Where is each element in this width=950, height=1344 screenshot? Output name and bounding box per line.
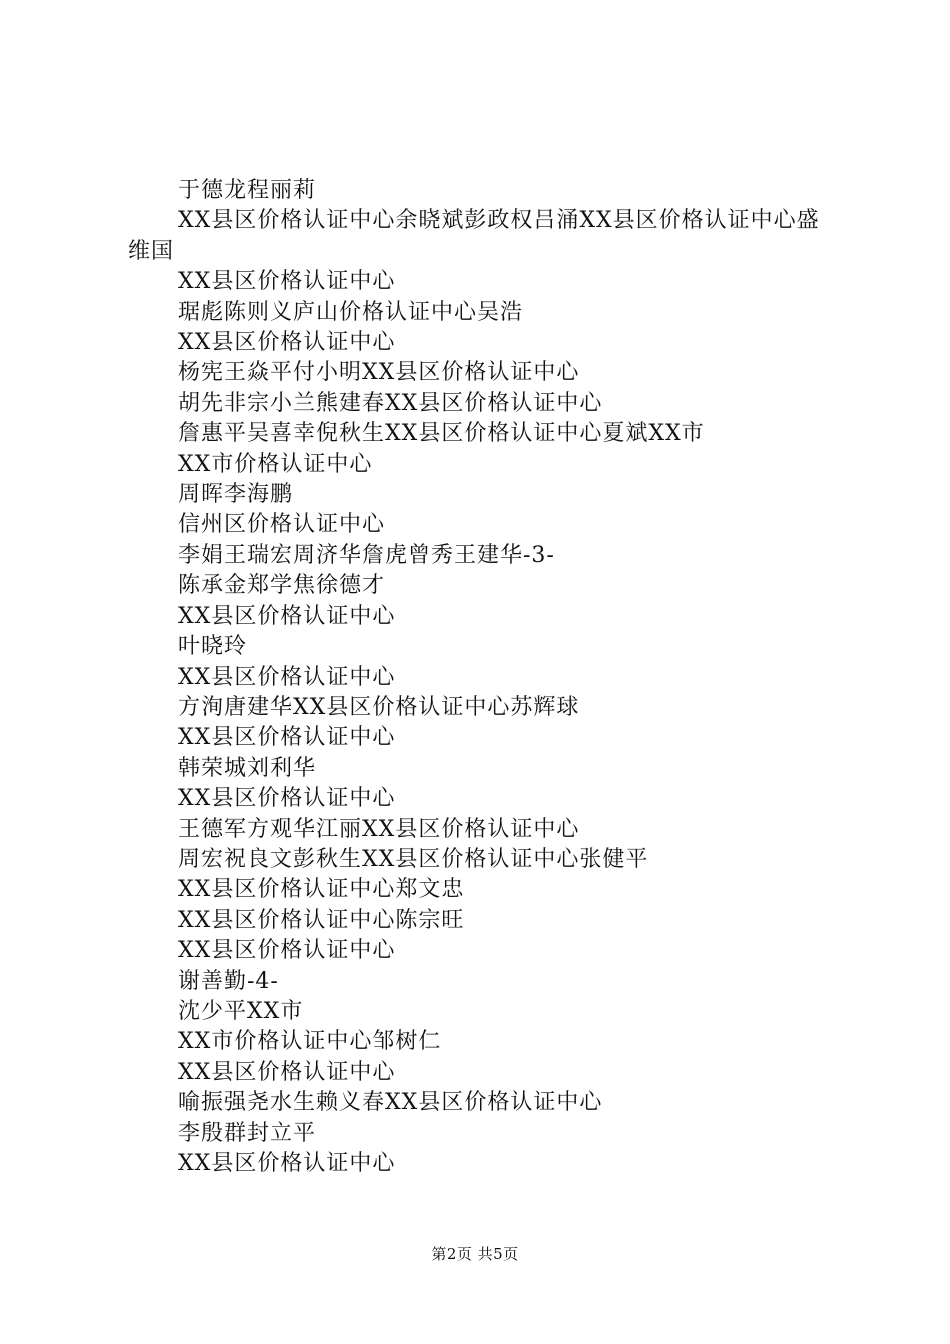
text-line: XX县区价格认证中心余晓斌彭政权吕涌XX县区价格认证中心盛维国: [128, 208, 820, 264]
text-line: XX县区价格认证中心: [178, 603, 396, 629]
page-number-footer: 第2页 共5页: [431, 1245, 519, 1263]
text-line: XX县区价格认证中心: [178, 1059, 396, 1085]
text-line: XX县区价格认证中心: [178, 1151, 396, 1176]
text-line: XX市价格认证中心邹树仁: [178, 1029, 442, 1055]
text-line: XX县区价格认证中心: [178, 786, 396, 812]
document-body: [128, 176, 838, 1179]
text-line: 喻振强尧水生赖义春XX县区价格认证中心: [178, 1090, 603, 1116]
text-line: XX市价格认证中心: [178, 451, 373, 477]
text-line: XX县区价格认证中心: [178, 330, 396, 356]
text-line: XX县区价格认证中心: [178, 664, 396, 690]
text-line: 信州区价格认证中心: [178, 512, 386, 538]
text-line: 琚彪陈则义庐山价格认证中心吴浩: [178, 299, 524, 325]
text-line: 杨宪王焱平付小明XX县区价格认证中心: [178, 360, 580, 386]
text-line: XX县区价格认证中心: [178, 725, 396, 751]
text-line: 于德龙程丽莉: [178, 178, 317, 203]
text-line: XX县区价格认证中心郑文忠: [178, 877, 465, 903]
text-line: 胡先非宗小兰熊建春XX县区价格认证中心: [178, 390, 603, 416]
text-line: 周晖李海鹏: [178, 482, 294, 508]
text-line: 谢善勤-4-: [178, 968, 279, 994]
text-line: XX县区价格认证中心陈宗旺: [178, 907, 465, 933]
text-line: 王德军方观华江丽XX县区价格认证中心: [178, 816, 580, 842]
text-line: 李殷群封立平: [178, 1120, 317, 1146]
text-line: 詹惠平吴喜幸倪秋生XX县区价格认证中心夏斌XX市: [178, 421, 705, 447]
text-line: 李娟王瑞宏周济华詹虎曾秀王建华-3-: [178, 542, 555, 568]
text-line: 方洵唐建华XX县区价格认证中心苏辉球: [178, 694, 580, 720]
text-line: 叶晓玲: [178, 634, 248, 660]
text-line: XX县区价格认证中心: [178, 938, 396, 964]
text-line: 沈少平XX市: [178, 998, 304, 1024]
text-line: 韩荣城刘利华: [178, 755, 317, 781]
text-line: 周宏祝良文彭秋生XX县区价格认证中心张健平: [178, 846, 649, 872]
text-line: XX县区价格认证中心: [178, 269, 396, 295]
text-line: 陈承金郑学焦徐德才: [178, 573, 386, 599]
